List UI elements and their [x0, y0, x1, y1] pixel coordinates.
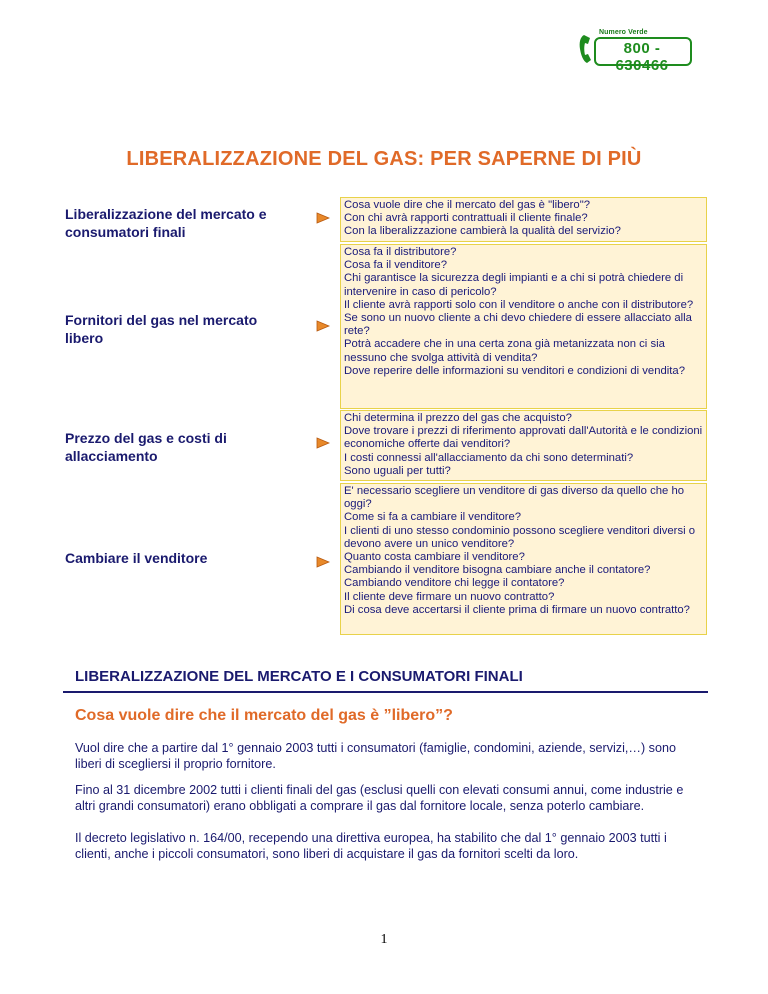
question-link[interactable]: I clienti di uno stesso condominio possono scegliere venditori diversi o devono avere un unico venditore?	[344, 524, 696, 550]
index-topic-1[interactable]: Liberalizzazione del mercato e consumatori finali	[65, 206, 267, 240]
index-topic-4[interactable]: Cambiare il venditore	[65, 550, 208, 566]
arrow-icon	[316, 556, 330, 568]
question-link[interactable]: I costi connessi all'allacciamento da chi sono determinati?	[344, 451, 634, 464]
arrow-icon	[316, 437, 330, 449]
paragraph-1: Vuol dire che a partire dal 1° gennaio 2003 tutti i consumatori (famiglie, condomini, aziende, servizi,…) sono liberi di scegliersi il proprio fornitore.	[75, 741, 676, 771]
question-link[interactable]: Il cliente avrà rapporti solo con il venditore o anche con il distributore?	[344, 298, 694, 311]
question-link[interactable]: Dove reperire delle informazioni su venditori e condizioni di vendita?	[344, 364, 685, 377]
arrow-icon	[316, 212, 330, 224]
question-link[interactable]: Sono uguali per tutti?	[344, 464, 451, 477]
question-link[interactable]: Il cliente deve firmare un nuovo contratto?	[344, 590, 555, 603]
question-link[interactable]: Dove trovare i prezzi di riferimento approvati dall'Autorità e le condizioni economiche offerte dai venditori?	[344, 425, 703, 451]
question-box-1	[340, 197, 707, 242]
question-link[interactable]: Se sono un nuovo cliente a chi devo chiedere di essere allacciato alla rete?	[344, 312, 692, 338]
question-link[interactable]: Potrà accadere che in una certa zona già metanizzata non ci sia nessuno che svolga attività di vendita?	[344, 338, 665, 364]
index-topic-3[interactable]: Prezzo del gas e costi di allacciamento	[65, 430, 227, 464]
question-link[interactable]: Con chi avrà rapporti contrattuali il cliente finale?	[344, 212, 588, 225]
paragraph-2: Fino al 31 dicembre 2002 tutti i clienti finali del gas (esclusi quelli con elevati consumi annui, come industrie e altri grandi consumatori) erano obbligati a comprare il gas dal fornitore locale, senza poterlo cambiare.	[75, 783, 684, 813]
question-link[interactable]: Cosa vuole dire che il mercato del gas è "libero"?	[344, 199, 591, 211]
question-link[interactable]: Chi determina il prezzo del gas che acquisto?	[344, 412, 572, 424]
page-number: 1	[380, 932, 388, 947]
index-topic-2[interactable]: Fornitori del gas nel mercato libero	[65, 312, 258, 346]
question-box-4	[340, 483, 707, 635]
question-link[interactable]: Come si fa a cambiare il venditore?	[344, 511, 522, 524]
question-link[interactable]: E' necessario scegliere un venditore di gas diverso da quello che ho oggi?	[344, 485, 685, 511]
question-link[interactable]: Di cosa deve accertarsi il cliente prima di firmare un nuovo contratto?	[344, 603, 690, 616]
page-title: LIBERALIZZAZIONE DEL GAS: PER SAPERNE DI PIÙ	[126, 148, 642, 170]
numero-verde-badge	[578, 27, 692, 74]
section-divider	[63, 691, 708, 693]
numero-verde-number: 800 - 630466	[615, 40, 669, 74]
question-heading: Cosa vuole dire che il mercato del gas è ”libero”?	[75, 707, 453, 724]
question-link[interactable]: Cambiando il venditore bisogna cambiare anche il contatore?	[344, 564, 651, 577]
question-link[interactable]: Chi garantisce la sicurezza degli impianti e a chi si potrà chiedere di intervenire in caso di pericolo?	[344, 272, 684, 298]
question-box-2	[340, 244, 707, 409]
question-link[interactable]: Cambiando venditore chi legge il contatore?	[344, 577, 565, 590]
question-link[interactable]: Cosa fa il venditore?	[344, 259, 447, 272]
arrow-icon	[316, 320, 330, 332]
question-link[interactable]: Quanto costa cambiare il venditore?	[344, 551, 525, 564]
question-link[interactable]: Cosa fa il distributore?	[344, 246, 457, 258]
numero-verde-label: Numero Verde	[599, 29, 648, 36]
question-box-3	[340, 410, 707, 481]
section-heading: LIBERALIZZAZIONE DEL MERCATO E I CONSUMATORI FINALI	[75, 668, 523, 685]
question-link[interactable]: Con la liberalizzazione cambierà la qualità del servizio?	[344, 225, 621, 238]
paragraph-3: Il decreto legislativo n. 164/00, recependo una direttiva europea, ha stabilito che dal 1° gennaio 2003 tutti i clienti, anche i piccoli consumatori, sono liberi di acquistare il gas da fornitori scelti da loro.	[75, 831, 667, 861]
